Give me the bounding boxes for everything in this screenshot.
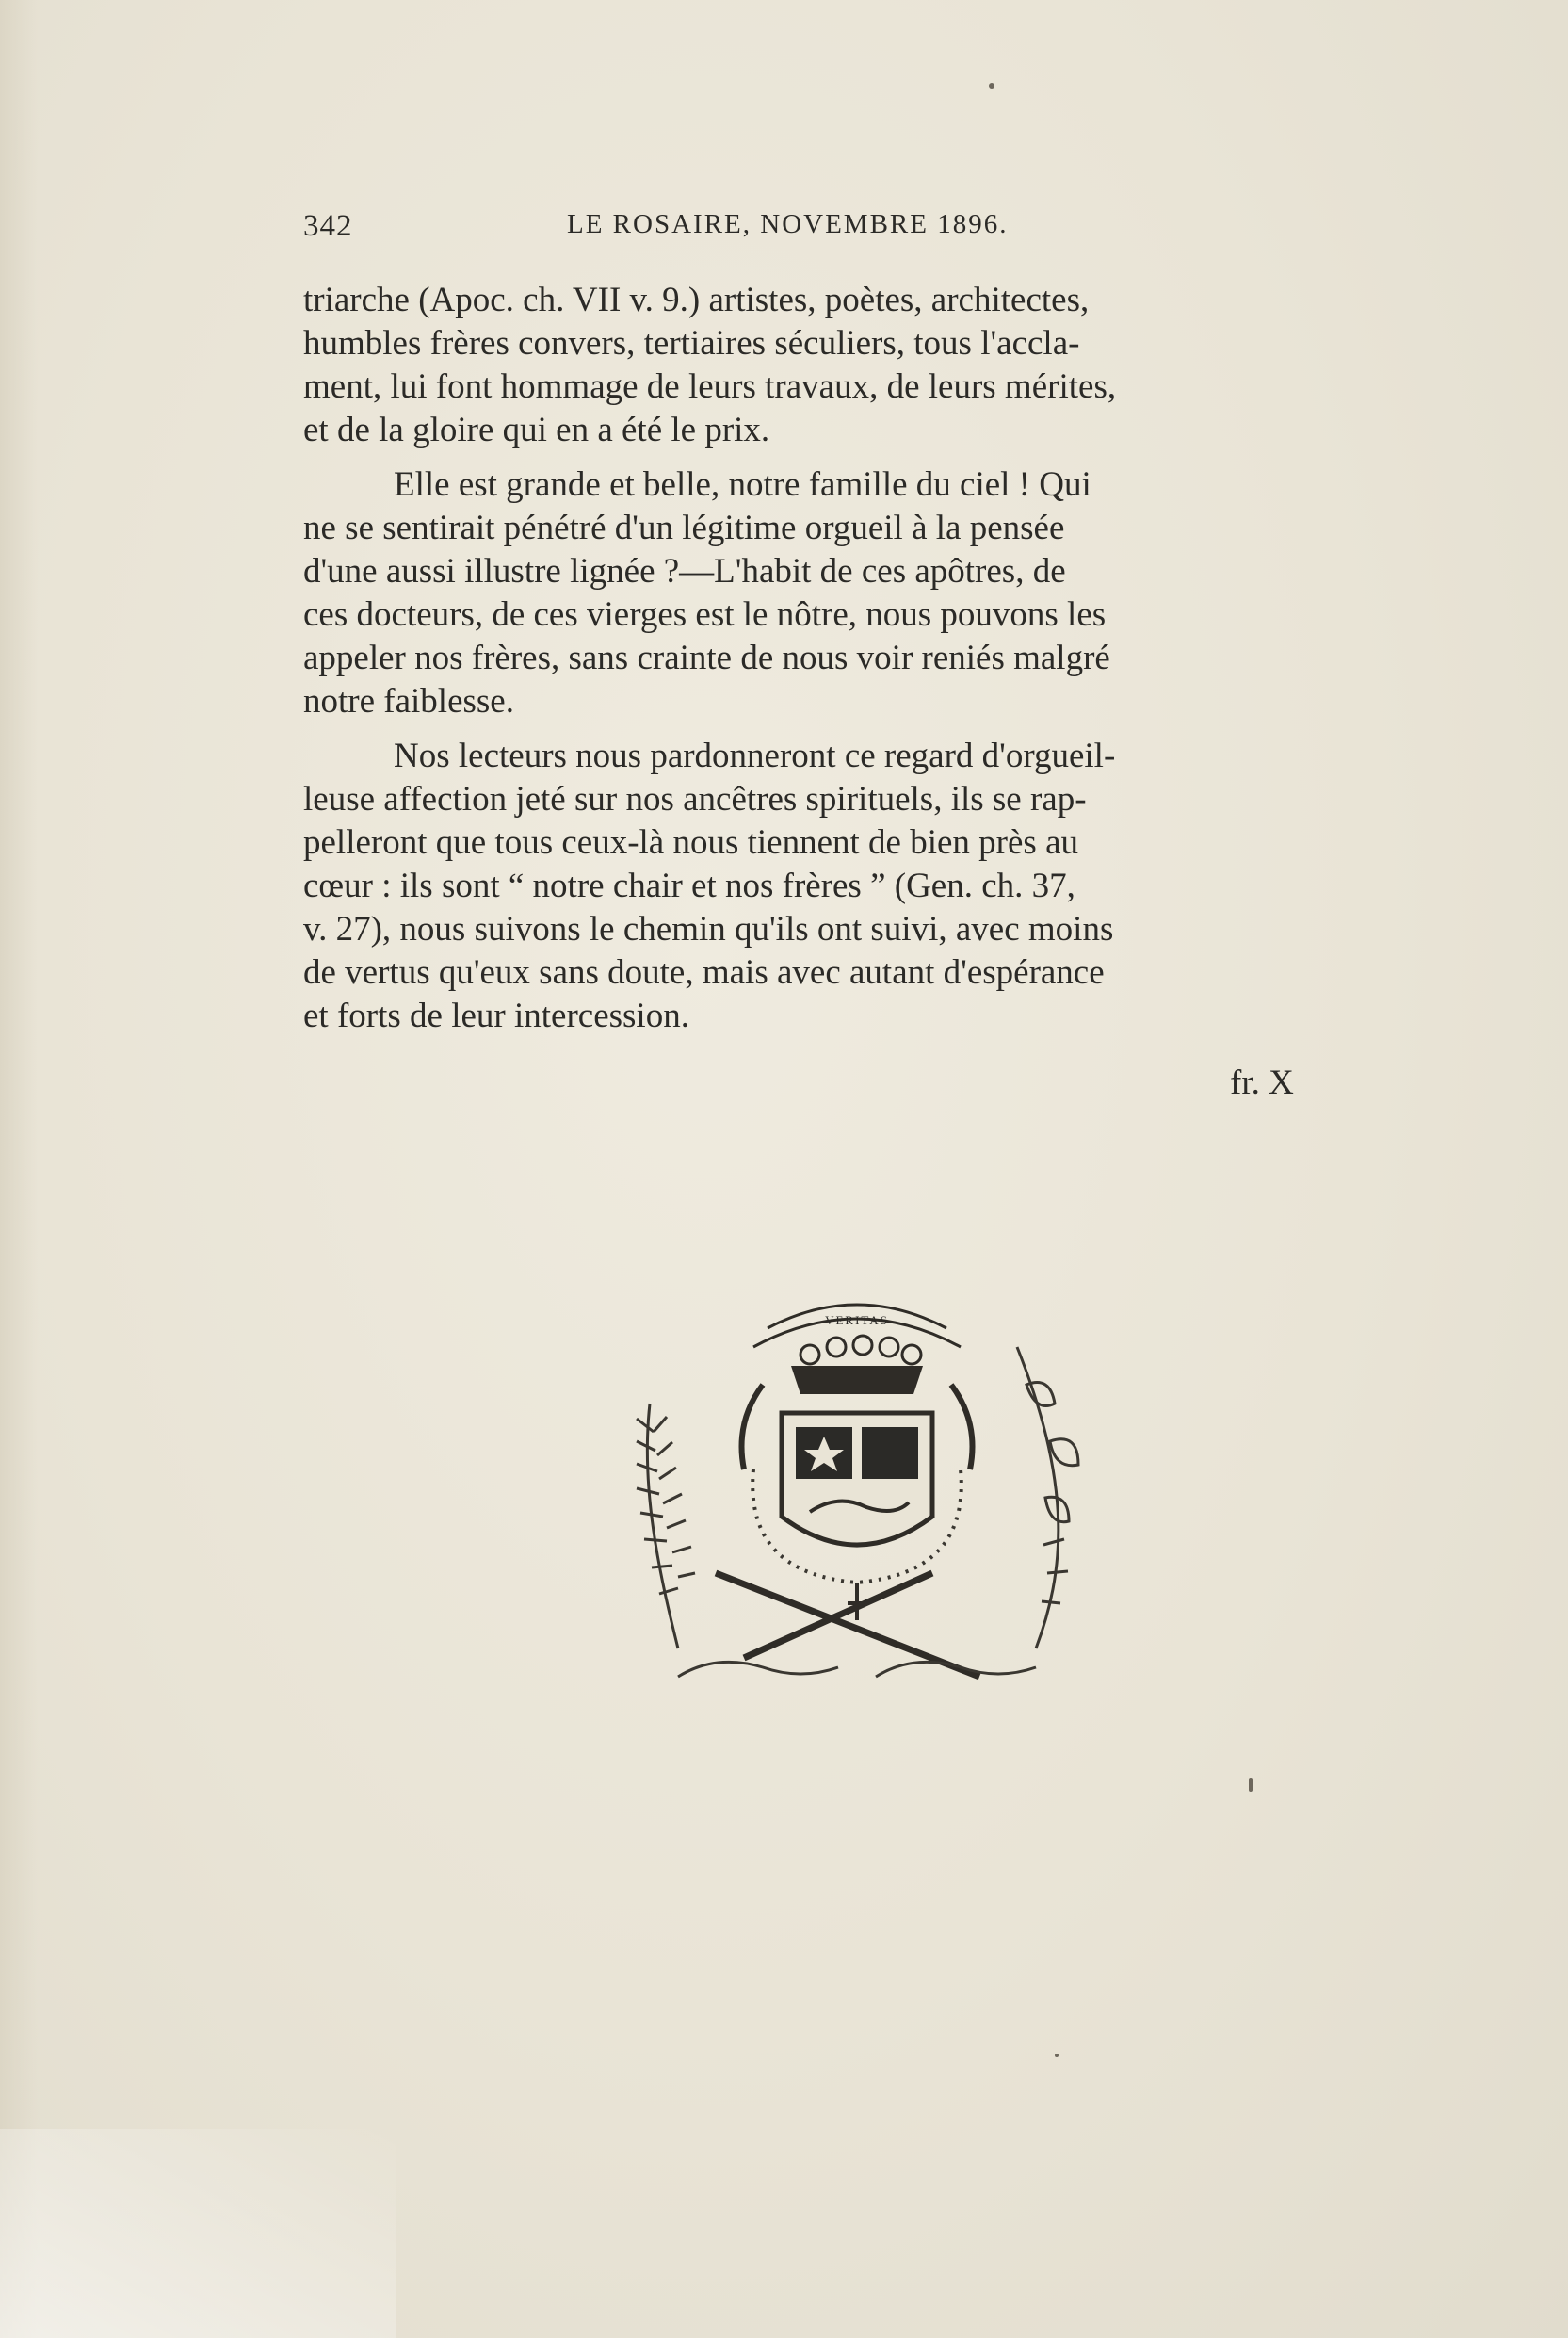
page-corner-fade (0, 2129, 396, 2338)
text-line: et forts de leur intercession. (303, 997, 689, 1035)
text-line: leuse affection jeté sur nos ancêtres spirituels, ils se rap- (303, 780, 1087, 819)
text-line: ne se sentirait pénétré d'un légitime orgueil à la pensée (303, 509, 1065, 547)
dominican-coat-of-arms-icon (622, 1262, 1092, 1724)
print-speck (1249, 1778, 1253, 1792)
palm-branch-icon (637, 1404, 695, 1648)
text-line: Elle est grande et belle, notre famille du ciel ! Qui (394, 465, 1091, 504)
text-line: Nos lecteurs nous pardonneront ce regard d'orgueil- (394, 737, 1116, 775)
text-line: humbles frères convers, tertiaires séculiers, tous l'accla- (303, 324, 1080, 363)
print-speck (989, 83, 994, 89)
author-signature: fr. X (1230, 1063, 1294, 1102)
text-line: de vertus qu'eux sans doute, mais avec autant d'espérance (303, 953, 1105, 992)
crown-icon (791, 1336, 923, 1394)
text-line: triarche (Apoc. ch. VII v. 9.) artistes, poètes, architectes, (303, 281, 1090, 319)
text-line: ces docteurs, de ces vierges est le nôtre, nous pouvons les (303, 595, 1107, 634)
text-line: appeler nos frères, sans crainte de nous voir reniés malgré (303, 639, 1110, 677)
paragraph-3 (303, 735, 1396, 1038)
print-speck (1055, 2054, 1059, 2057)
page-header (303, 209, 1396, 256)
text-line: cœur : ils sont “ notre chair et nos frères ” (Gen. ch. 37, (303, 867, 1075, 905)
page-gutter-shadow (0, 0, 38, 2338)
page-number: 342 (303, 209, 353, 243)
running-title: LE ROSAIRE, NOVEMBRE 1896. (567, 209, 1009, 239)
text-line: et de la gloire qui en a été le prix. (303, 411, 770, 449)
crossed-staff-icon (716, 1573, 979, 1677)
text-line: d'une aussi illustre lignée ?—L'habit de ces apôtres, de (303, 552, 1066, 591)
text-line: v. 27), nous suivons le chemin qu'ils ont suivi, avec moins (303, 910, 1114, 949)
emblem-motto: VERITAS (825, 1313, 889, 1327)
ribbon-icon (678, 1662, 1036, 1677)
text-line: pelleront que tous ceux-là nous tiennent de bien près au (303, 823, 1078, 862)
paragraph-2 (303, 463, 1396, 723)
text-line: ment, lui font hommage de leurs travaux, de leurs mérites, (303, 367, 1117, 406)
paragraph-1 (303, 279, 1396, 452)
text-line: notre faiblesse. (303, 682, 514, 721)
shield-icon (782, 1413, 932, 1545)
body-text (303, 279, 1396, 1049)
lily-branch-icon (1017, 1347, 1078, 1648)
